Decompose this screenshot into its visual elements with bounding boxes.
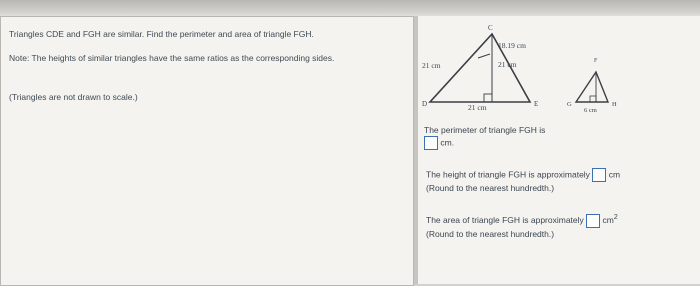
perimeter-prefix: The perimeter of triangle FGH is xyxy=(424,125,546,135)
vertex-c-label: C xyxy=(488,24,493,32)
area-round-note: (Round to the nearest hundredth.) xyxy=(426,228,555,239)
answer-panel xyxy=(418,16,700,284)
note-text: Note: The heights of similar triangles have the same ratios as the corresponding sides. xyxy=(9,53,335,63)
height-question xyxy=(426,168,700,194)
perimeter-unit: cm. xyxy=(440,137,455,148)
height-prefix: The height of triangle FGH is approximately xyxy=(426,169,590,180)
vertex-h-label: H xyxy=(612,101,617,108)
small-base-label: 6 cm xyxy=(584,107,597,114)
triangle-figure xyxy=(418,16,700,126)
scale-note: (Triangles are not drawn to scale.) xyxy=(9,92,138,102)
vertex-d-label: D xyxy=(422,100,428,108)
label-pointer xyxy=(478,54,490,58)
left-side-label: 21 cm xyxy=(422,61,441,70)
top-strip xyxy=(0,0,700,14)
height-unit: cm xyxy=(608,169,621,180)
area-question xyxy=(426,212,700,240)
vertex-g-label: G xyxy=(567,101,572,108)
right-angle-marker xyxy=(484,94,492,102)
height-input[interactable] xyxy=(592,168,606,182)
height-label: 21 cm xyxy=(498,60,517,69)
perimeter-input[interactable] xyxy=(424,136,438,150)
area-input[interactable] xyxy=(586,214,600,228)
area-unit: cm xyxy=(602,214,614,225)
area-unit-exponent: 2 xyxy=(613,214,618,221)
triangle-fgh xyxy=(576,72,608,102)
base-label: 21 cm xyxy=(468,103,487,112)
vertex-f-label: F xyxy=(594,58,598,64)
vertex-e-label: E xyxy=(534,100,539,108)
question-panel xyxy=(0,16,414,286)
perimeter-question xyxy=(424,124,545,150)
height-round-note: (Round to the nearest hundredth.) xyxy=(426,183,555,193)
area-prefix: The area of triangle FGH is approximately xyxy=(426,214,584,225)
right-side-label: 18.19 cm xyxy=(498,41,526,50)
question-text: Triangles CDE and FGH are similar. Find the perimeter and area of triangle FGH. xyxy=(9,29,314,39)
small-right-angle-marker xyxy=(590,96,596,102)
